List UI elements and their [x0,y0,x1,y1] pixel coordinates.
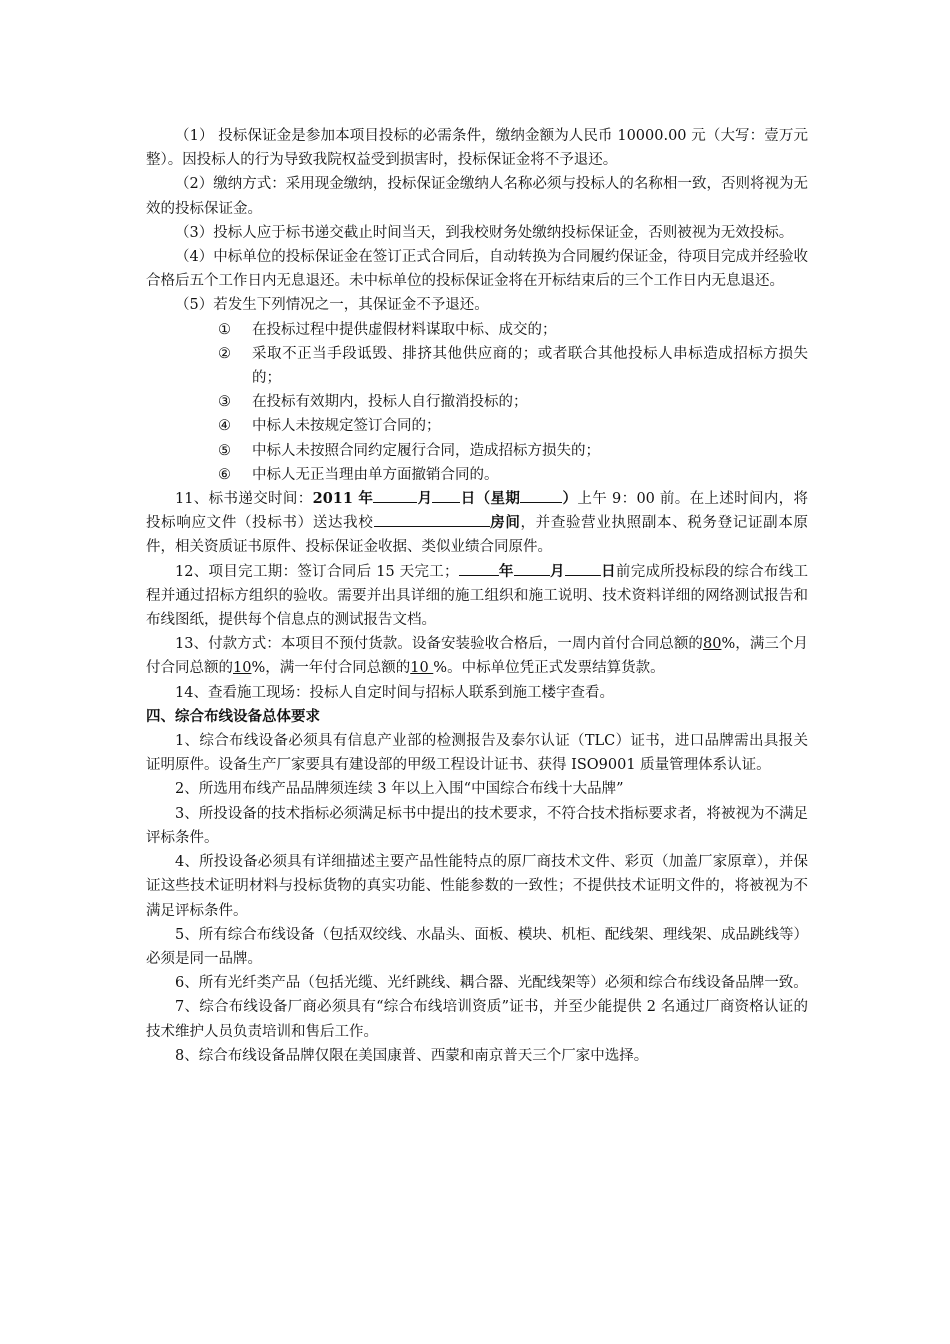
submission-time-para [146,487,808,560]
list-item [218,463,808,487]
list-number: ③ [218,394,231,411]
requirement-para-3: 3、所投设备的技术指标必须满足标书中提出的技术要求，不符合技术指标要求者，将被视为不满足评标条件。 [146,805,808,846]
list-number: ④ [218,418,231,435]
year-blank [459,561,499,576]
submission-documents: ，并查验营业执照副本、税务登记证副本原件，相关资质证书原件、投标保证金收据、类似业绩合同原件。 [146,515,808,556]
list-text: 在投标有效期内，投标人自行撤消投标的； [252,394,528,411]
deposit-para-4: （4）中标单位的投标保证金在签订正式合同后，自动转换为合同履约保证金，待项目完成并经验收合格后五个工作日内无息退还。未中标单位的投标保证金将在开标结束后的三个工作日内无息退还。 [146,249,808,290]
week-blank [520,488,562,503]
deposit-para-5: （5）若发生下列情况之一，其保证金不予退还。 [175,297,489,314]
completion-year: 年 [498,562,514,580]
forfeit-list [146,318,808,487]
year-blank [373,488,417,503]
payment-text-a: 13、付款方式：本项目不预付货款。设备安装验收合格后，一周内首付合同总额的 [175,636,703,653]
requirement-para-6: 6、所有光纤类产品（包括光缆、光纤跳线、耦合器、光配线架等）必须和综合布线设备品牌一致。 [175,975,808,992]
list-text: 中标人未按照合同约定履行合同，造成招标方损失的； [252,442,600,459]
list-item [218,439,808,463]
list-number: ⑥ [218,466,231,483]
list-text: 中标人未按规定签订合同的； [252,418,441,435]
list-item [218,414,808,438]
completion-month: 月 [549,562,565,580]
submission-text: 上午 9：00 前。在上述时间内，将投标响应文件（投标书）送达我校 [146,491,809,532]
list-number: ② [218,345,231,362]
payment-second-percent: 10 [233,660,252,677]
completion-label: 12、项目完工期：签订合同后 15 天完工； [175,563,459,580]
requirement-para-5: 5、所有综合布线设备（包括双绞线、水晶头、面板、模块、机柜、配线架、理线架、成品跳线等）必须是同一品牌。 [146,926,808,967]
deposit-para-3: （3）投标人应于标书递交截止时间当天，到我校财务处缴纳投标保证金，否则被视为无效投标。 [175,224,794,241]
requirement-para-2: 2、所选用布线产品品牌须连续 3 年以上入围“中国综合布线十大品牌” [175,781,624,798]
month-blank [514,561,550,576]
deposit-para-1: （1） 投标保证金是参加本项目投标的必需条件，缴纳金额为人民币 10000.00 元（大写：壹万元整）。因投标人的行为导致我院权益受到损害时，投标保证金将不予退还。 [146,128,808,169]
day-blank [565,561,601,576]
list-item [218,318,808,342]
list-text: 采取不正当手段诋毁、排挤其他供应商的；或者联合其他投标人串标造成招标方损失的； [252,345,808,387]
payment-para [146,632,808,680]
list-text: 中标人无正当理由单方面撤销合同的。 [252,466,499,483]
site-visit-para: 14、查看施工现场：投标人自定时间与招标人联系到施工楼宇查看。 [175,684,614,701]
payment-first-percent: 80 [702,636,722,653]
day-blank [432,488,460,503]
list-text: 在投标过程中提供虚假材料谋取中标、成交的； [252,321,557,338]
payment-text-b: %，满三个月付合同总额的 [146,636,808,677]
section-heading: 四、综合布线设备总体要求 [146,707,320,725]
list-item [218,342,808,390]
submission-label: 11、标书递交时间： [175,491,313,508]
requirement-para-1: 1、综合布线设备必须具有信息产业部的检测报告及泰尔认证（TLC）证书，进口品牌需出具报关证明原件。设备生产厂家要具有建设部的甲级工程设计证书、获得 ISO9001 质量管理体系认证。 [146,733,808,774]
submission-month: 月 [417,490,433,508]
payment-text-c: %，满一年付合同总额的 [251,660,411,677]
requirement-para-8: 8、综合布线设备品牌仅限在美国康普、西蒙和南京普天三个厂家中选择。 [175,1047,649,1064]
completion-text: 前完成所投标段的综合布线工程并通过招标方组织的验收。需要并出具详细的施工组织和施工说明、技术资料详细的网络测试报告和布线图纸，提供每个信息点的测试报告文档。 [146,563,809,629]
document-page [146,124,808,1068]
room-blank [374,512,490,527]
requirement-para-7: 7、综合布线设备厂商必须具有“综合布线培训资质”证书，并至少能提供 2 名通过厂商资格认证的技术维护人员负责培训和售后工作。 [146,999,808,1040]
submission-day-week: 日（星期 [460,490,521,508]
deposit-para-2: （2）缴纳方式：采用现金缴纳，投标保证金缴纳人名称必须与投标人的名称相一致，否则将视为无效的投标保证金。 [146,176,808,217]
completion-day: 日 [600,562,616,580]
completion-para [146,560,808,633]
submission-close-paren: ） [562,490,578,508]
payment-text-d: %。中标单位凭正式发票结算货款。 [433,660,665,677]
list-item [218,390,808,414]
list-number: ① [218,321,231,338]
submission-room: 房间 [489,514,521,532]
requirement-para-4: 4、所投设备必须具有详细描述主要产品性能特点的原厂商技术文件、彩页（加盖厂家原章），并保证这些技术证明材料与投标货物的真实功能、性能参数的一致性；不提供技术证明文件的，将被视为不满足评标条件。 [146,854,808,919]
payment-third-percent: 10 [410,660,434,677]
submission-year: 2011 年 [312,490,374,508]
list-number: ⑤ [218,442,231,459]
